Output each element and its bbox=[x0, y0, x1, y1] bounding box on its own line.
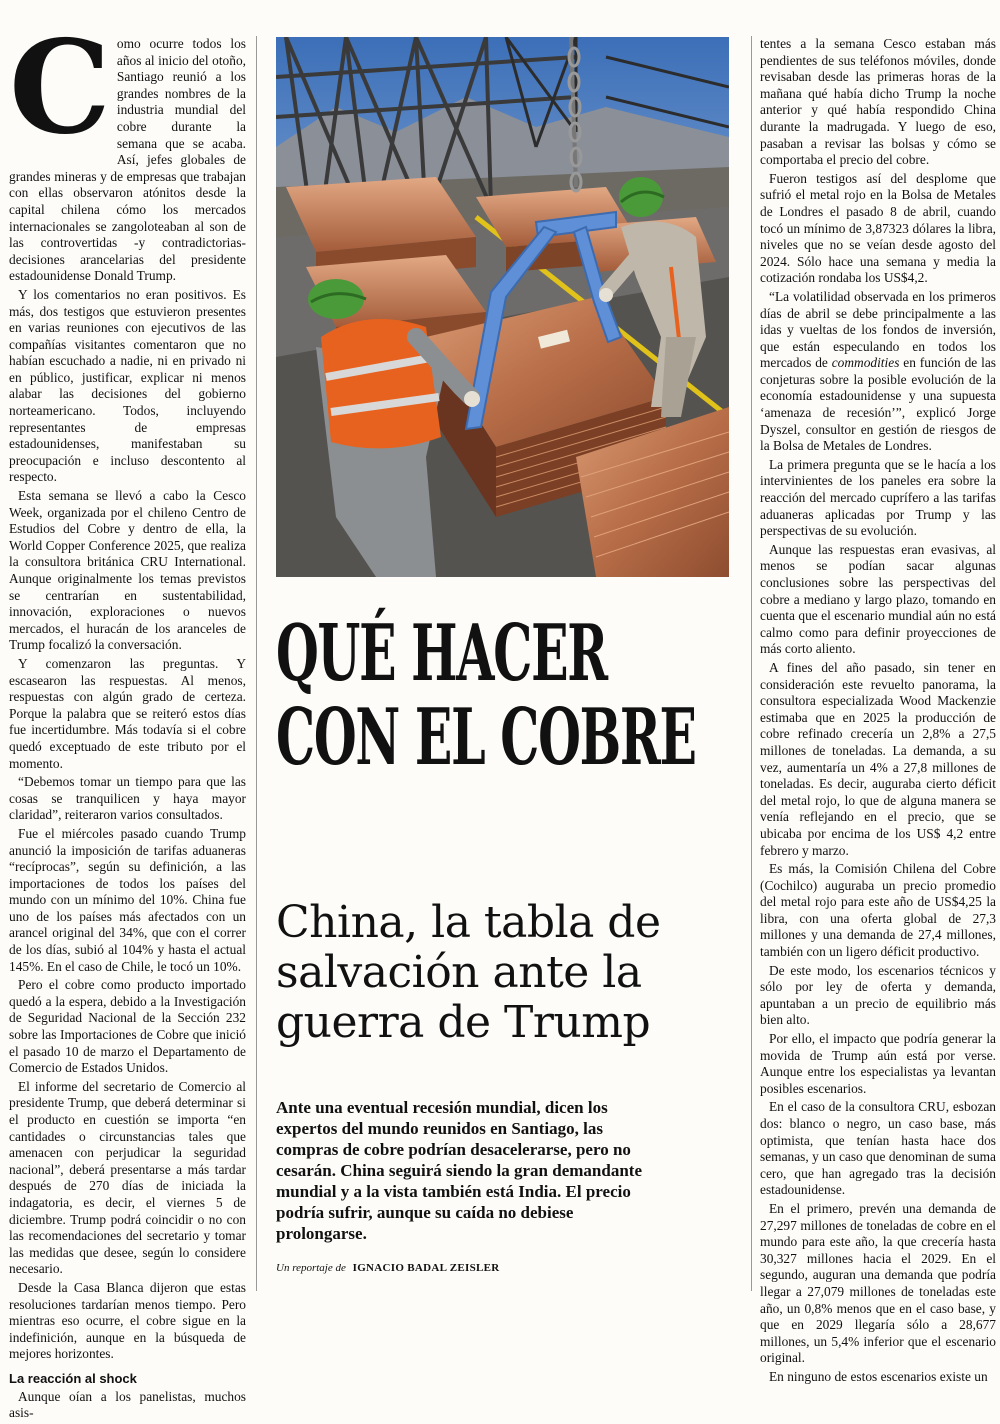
drop-cap: C bbox=[9, 13, 111, 163]
paragraph: En ninguno de estos escenarios existe un bbox=[769, 1368, 988, 1384]
right-article-column bbox=[760, 36, 996, 1388]
paragraph: Aunque las respuestas eran evasivas, al menos se podían sacar algunas conclusiones sobre las perspectivas del cobre a mediano y largo plazo, tomando en cuenta que el escenario mundial aún no está calmo como para definir proyecciones de más corto aliento. bbox=[760, 541, 996, 657]
paragraph: Aunque oían a los panelistas, muchos asis- bbox=[9, 1388, 246, 1421]
byline bbox=[276, 1262, 500, 1274]
headline-line-2: CON EL COBRE bbox=[276, 692, 696, 783]
byline-author: IGNACIO BADAL ZEISLER bbox=[352, 1262, 500, 1274]
subtitle: China, la tabla de salvación ante la guerra de Trump bbox=[276, 897, 661, 1048]
paragraph: En el caso de la consultora CRU, esbozan dos: blanco o negro, un caso base, más optimista, que tenían hasta hace dos semanas, y un caso que denominan de suma cero, que han agregado tras la decisión estadounidense. bbox=[760, 1099, 996, 1198]
paragraph: El informe del secretario de Comercio al presidente Trump, que deberá determinar si el producto en cuestión se importa “en cantidades o circunstancias tales que amenacen con perjudicar la seguridad nacional”, deberá presentarse a más tardar después de 270 días de iniciada la indagatoria, es decir, el viernes 5 de diciembre. Trump podrá coincidir o no con las recomendaciones del secretario y tomar las medidas que desee, según lo considere necesario. bbox=[9, 1078, 246, 1277]
paragraph-text: omo ocurre todos los años al inicio del otoño, Santiago reunió a los grandes nombres de la industria mundial del cobre durante la semana que se acaba. Así, jefes globales de grandes mineras y de empresas que trabajan con ellas observaron atónitos desde la capital chilena cómo los mercados internacionales se zangoloteaban al son de las controvertidas -y contradictorias- decisiones arancelarias del presidente estadounidense Donald Trump. bbox=[9, 36, 246, 284]
paragraph: La primera pregunta que se le hacía a los intervinientes de los paneles era sobre la reacción del mercado cuprífero a las tarifas aduaneras aplicadas por Trump y las perspectivas de su evolución. bbox=[760, 456, 996, 539]
lead-paragraph: Ante una eventual recesión mundial, dicen los expertos del mundo reunidos en Santiago, las compras de cobre podrían desacelerarse, pero no cesarán. China seguirá siendo la gran demandante mundial y a la vista también está India. El precio podría sufrir, aunque su caída no debiese prolongarse. bbox=[276, 1098, 642, 1243]
paragraph-text: “La volatilidad observada en los primeros días de abril se debe principalmente a las idas y vueltas de los fondos de inversión, que están especulando en todos los mercados de bbox=[760, 288, 996, 371]
paragraph-text: en función de las conjeturas sobre la posible evolución de la economía estadounidense y una supuesta ‘amenaza de recesión’”, explicó Jorge Dyszel, consultor en gestión de riesgos de la Bolsa de Metales de Londres. bbox=[760, 355, 996, 454]
paragraph: Y los comentarios no eran positivos. Es más, dos testigos que estuvieron presentes en varias reuniones con ejecutivos de las compañías visitantes comentaron que no habían escuchado a nadie, ni en privado ni en público, justificar, explicar ni menos alabar las decisiones del gobierno norteamericano. Todos, incluyendo representantes de empresas estadounidenses, manifestaban su preocupación e incluso descontento al respecto. bbox=[9, 286, 246, 485]
section-subhead: La reacción al shock bbox=[9, 1370, 137, 1386]
byline-prefix: Un reportaje de bbox=[276, 1262, 346, 1274]
paragraph: De este modo, los escenarios técnicos y sólo por ley de oferta y demanda, apuntaban a un precio de equilibrio más bien alto. bbox=[760, 962, 996, 1028]
headline bbox=[276, 608, 696, 783]
paragraph: tentes a la semana Cesco estaban más pendientes de sus teléfonos móviles, donde revisaban desde las primeras horas de la mañana qué había dicho Trump la noche anterior y qué había respondido China durante la madrugada. Y luego de eso, pasaban a revisar las bolsas y cómo se comportaba el precio del cobre. bbox=[760, 36, 996, 168]
paragraph: A fines del año pasado, sin tener en consideración este revuelto panorama, la consultora especializada Wood Mackenzie estimaba que en 2025 la producción de cobre refinado crecería un 2,8% a 27,5 millones de toneladas. La demanda, a su vez, aumentaría un 4% a 27,8 millones de toneladas. Es decir, auguraba cierto déficit del metal rojo, lo que de alguna manera se venía reflejando en el precio, que se ubicaba por encima de los US$ 4,2 entre febrero y marzo. bbox=[760, 659, 996, 858]
column-divider bbox=[256, 36, 257, 1291]
paragraph: Fue el miércoles pasado cuando Trump anunció la imposición de tarifas aduaneras “recíprocas”, según su definición, a las importaciones de todos los países del mundo con un mínimo del 10%. China fue uno de los países más afectados con un arancel original del 34%, que con el correr de los días, subió al 104% y hasta el actual 145%. En el caso de Chile, le tocó un 10%. bbox=[9, 825, 246, 974]
paragraph: Por ello, el impacto que podría generar la movida de Trump aún está por verse. Aunque entre los especialistas ya levantan posibles escenarios. bbox=[760, 1031, 996, 1096]
left-article-column bbox=[9, 13, 246, 1424]
paragraph: En el primero, prevén una demanda de 27,297 millones de toneladas de cobre en el mundo para este año, la que crecería hasta 30,327 millones hacia el 2029. En el segundo, auguran una demanda que podría llegar a 27,079 millones de toneladas este año, un 0,8% menos que en el caso base, y que en 2029 llegaría sólo a 28,677 millones, un 5,4% inferior que el escenario original. bbox=[760, 1200, 996, 1366]
paragraph: “Debemos tomar un tiempo para que las cosas se tranquilicen y haya mayor claridad”, reiteraron varios consultados. bbox=[9, 774, 246, 823]
paragraph: Y comenzaron las preguntas. Y escasearon las respuestas. Al menos, respuestas con algún grado de certeza. Porque la palabra que se reiteró estos días fue incertidumbre. Más todavía si el cobre quedó exceptuado de este tributo por el momento. bbox=[9, 655, 246, 771]
italic-term: commodities bbox=[831, 355, 900, 371]
copper-cathodes-photo bbox=[276, 37, 729, 577]
paragraph: Desde la Casa Blanca dijeron que estas resoluciones tardarían menos tiempo. Pero mientras eso ocurre, el cobre sigue en la indefinición, aunque en la búsqueda de mejores horizontes. bbox=[9, 1279, 246, 1362]
paragraph bbox=[760, 289, 996, 455]
paragraph: Es más, la Comisión Chilena del Cobre (Cochilco) auguraba un precio promedio del metal rojo para este año de US$4,25 la libra, con una oferta global de 27,3 millones y una demanda de 27,4 millones, también con un ligero déficit productivo. bbox=[760, 861, 996, 960]
paragraph bbox=[9, 13, 246, 285]
paragraph: Esta semana se llevó a cabo la Cesco Week, organizada por el chileno Centro de Estudios del Cobre y dentro de ella, la World Copper Conference 2025, que realiza la consultora británica CRU International. Aunque originalmente los temas previstos se centrarían en sustentabilidad, innovación, exploraciones o nuevos mercados, el huracán de los aranceles de Trump focalizó la conversación. bbox=[9, 488, 246, 653]
headline-line-1: QUÉ HACER bbox=[276, 608, 607, 699]
paragraph: Pero el cobre como producto importado quedó a la espera, debido a la Investigación de Seguridad Nacional de la Sección 232 sobre las Importaciones de Cobre que inició el pasado 10 de marzo el Departamento de Comercio de Estados Unidos. bbox=[9, 977, 246, 1076]
column-divider bbox=[751, 36, 752, 1291]
paragraph: Fueron testigos así del desplome que sufrió el metal rojo en la Bolsa de Metales de Londres el pasado 8 de abril, cuando tocó un mínimo de 3,87323 dólares la libra, niveles que no se veían desde agosto del 2024. Sólo hace una semana y media la cotización rondaba los US$4,2. bbox=[760, 170, 996, 286]
